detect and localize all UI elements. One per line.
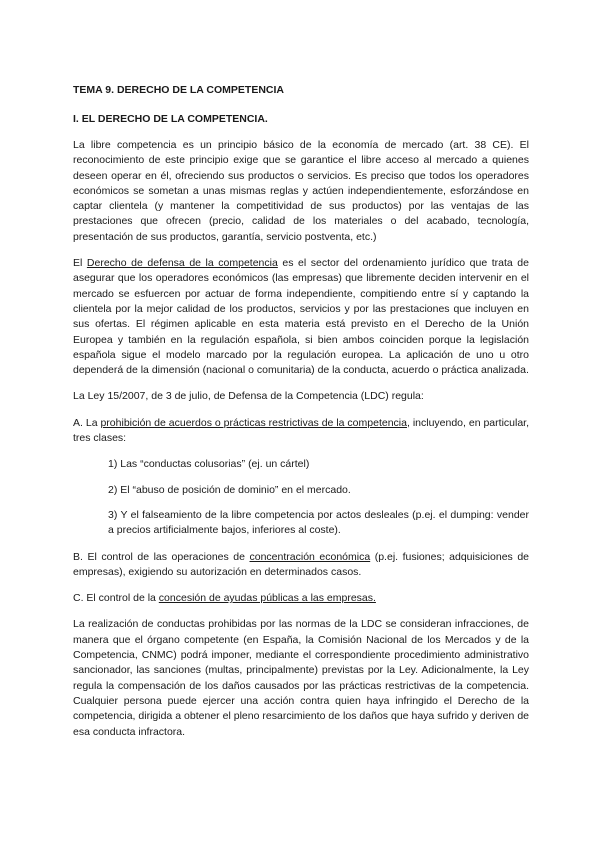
paragraph-definition (73, 256, 529, 378)
underlined-term: Derecho de defensa de la competencia (86, 257, 278, 270)
underlined-term: concentración económica (249, 550, 371, 563)
paragraph-intro: La libre competencia es un principio básico de la economía de mercado (art. 38 CE). El reconocimiento de este principio exige que se garantice el libre acceso al mercado a quienes deseen operar en él, ofreciendo sus productos o servicios. Es preciso que todos los operadores económicos se sometan a unas mismas reglas y actúen independientemente, esforzándose en captar clientela (y mantener la competitividad de sus productos) por las ventajas de las prestaciones que ofrecen (precio, calidad de los materiales o del acabado, tecnología, presentación de sus productos, garantía, servicio postventa, etc.) (73, 139, 529, 243)
underlined-term: concesión de ayudas públicas a las empresas. (158, 592, 376, 605)
text-lead: A. La (73, 416, 101, 429)
underlined-term: prohibición de acuerdos o prácticas restrictivas de la competencia (100, 416, 407, 429)
list-item-b (73, 550, 529, 581)
list-item-c (73, 591, 529, 606)
paragraph-sanctions: La realización de conductas prohibidas por las normas de la LDC se consideran infracciones, de manera que el órgano competente (en España, la Comisión Nacional de los Mercados y de la Competencia, CNMC) podrá imponer, mediante el correspondiente procedimiento administrativo sancionador, las sanciones (multas, principalmente) previstas por la Ley. Adicionalmente, la Ley regula la compensación de los daños causados por las prácticas restrictivas de la competencia. Cualquier persona puede ejercer una acción contra quien haya infringido el Derecho de la competencia, dirigida a obtener el pleno resarcimiento de los daños que haya sufrido y deriven de esa conducta infractora. (73, 618, 529, 738)
text-rest: , incluyendo, en particular, tres clases: (73, 416, 529, 445)
document-page (73, 83, 529, 751)
sub-item-2: 2) El “abuso de posición de dominio” en el mercado. (108, 483, 351, 496)
section-heading: I. EL DERECHO DE LA COMPETENCIA. (73, 113, 268, 125)
sub-item-1: 1) Las “conductas colusorias” (ej. un cártel) (108, 458, 310, 471)
text-rest: (p.ej. fusiones; adquisiciones de empresas), exigiendo su autorización en determinados casos. (73, 550, 529, 578)
text-lead: El (73, 257, 87, 270)
text-lead: C. El control de la (73, 592, 159, 605)
document-title: TEMA 9. DERECHO DE LA COMPETENCIA (73, 84, 284, 96)
text-lead: B. El control de las operaciones de (73, 550, 250, 563)
list-item-a (73, 416, 529, 447)
paragraph-ley: La Ley 15/2007, de 3 de julio, de Defensa de la Competencia (LDC) regula: (73, 390, 424, 403)
text-rest: es el sector del ordenamiento jurídico que trata de asegurar que los operadores económicos (las empresas) que libremente deciden intervenir en el mercado se esfuercen por actuar de forma independiente, compitiendo entre sí y captando la clientela por la mejor calidad de los productos, servicios y por las prestaciones que incluyen en sus ofertas. El régimen aplicable en esta materia está previsto en el Derecho de la Unión Europea y también en la regulación española, si bien ambos coinciden porque la legislación española sigue el modelo marcado por la regulación europea. La aplicación de uno u otro dependerá de la dimensión (nacional o comunitaria) de la conducta, acuerdo o práctica analizada. (73, 257, 529, 377)
sub-item-3: 3) Y el falseamiento de la libre competencia por actos desleales (p.ej. el dumping: vender a precios artificialmente bajos, inferiores al coste). (108, 508, 529, 537)
